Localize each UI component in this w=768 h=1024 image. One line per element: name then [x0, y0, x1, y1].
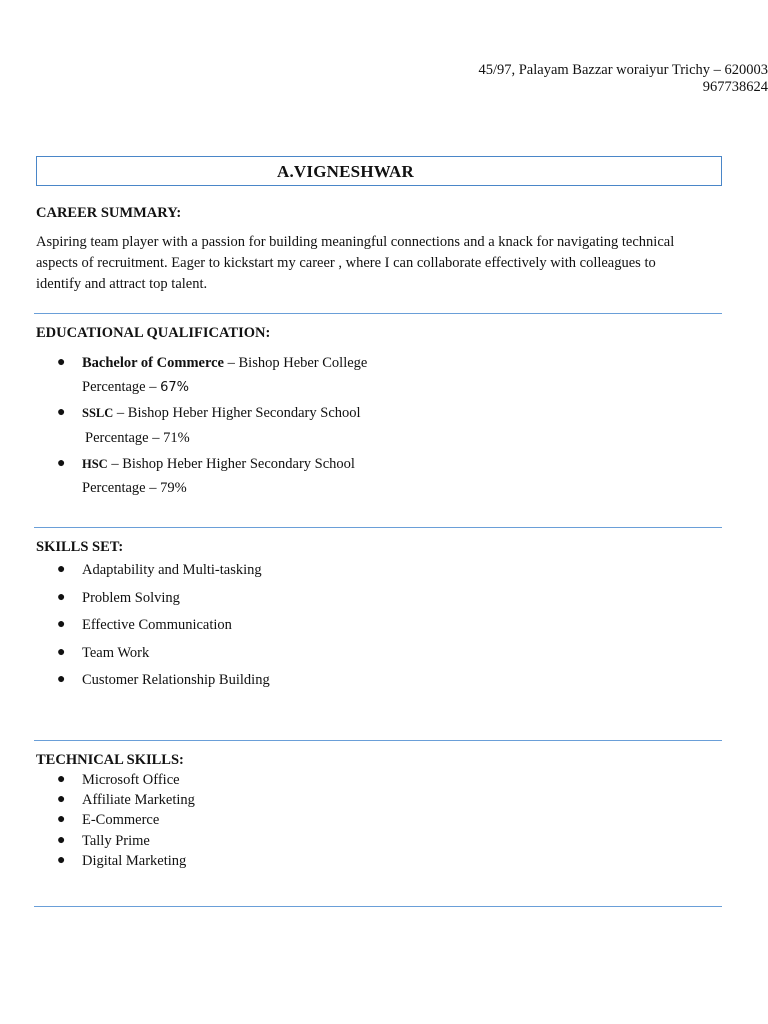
- technical-skill-item: Affiliate Marketing: [82, 792, 195, 808]
- percentage-line: [82, 379, 189, 396]
- technical-skills-heading: TECHNICAL SKILLS:: [36, 752, 184, 768]
- address-text: 45/97, Palayam Bazzar woraiyur Trichy – 620003: [478, 62, 768, 78]
- percentage-label: Percentage –: [82, 379, 161, 395]
- institution-name: – Bishop Heber Higher Secondary School: [107, 456, 355, 472]
- percentage-line: [85, 430, 190, 447]
- degree-name: HSC: [82, 457, 108, 471]
- technical-skill-item: Microsoft Office: [82, 772, 180, 788]
- bullet-icon: ●: [57, 405, 66, 420]
- section-divider: [34, 527, 722, 528]
- bullet-icon: ●: [57, 590, 66, 605]
- education-item: [82, 456, 355, 473]
- bullet-icon: ●: [57, 833, 66, 848]
- technical-skill-item: Tally Prime: [82, 833, 150, 849]
- skill-item: Customer Relationship Building: [82, 672, 270, 688]
- skill-item: Effective Communication: [82, 617, 232, 633]
- technical-skill-item: Digital Marketing: [82, 853, 187, 869]
- skill-item: Problem Solving: [82, 590, 180, 606]
- bullet-icon: ●: [57, 645, 66, 660]
- percentage-label: Percentage –: [82, 480, 161, 496]
- skill-item: Team Work: [82, 645, 150, 661]
- education-item: [82, 405, 361, 422]
- skill-item: Adaptability and Multi-tasking: [82, 562, 262, 578]
- institution-name: – Bishop Heber Higher Secondary School: [113, 405, 361, 421]
- degree-name: Bachelor of Commerce: [82, 355, 224, 371]
- percentage-value: 79%: [160, 480, 187, 496]
- bullet-icon: ●: [57, 792, 66, 807]
- education-item: [82, 355, 367, 372]
- bullet-icon: ●: [57, 812, 66, 827]
- bullet-icon: ●: [57, 672, 66, 687]
- section-divider: [34, 740, 722, 741]
- bullet-icon: ●: [57, 562, 66, 577]
- degree-name: SSLC: [82, 406, 114, 420]
- candidate-name: A.VIGNESHWAR: [277, 162, 415, 181]
- percentage-label: Percentage –: [85, 430, 164, 446]
- career-summary-heading: CAREER SUMMARY:: [36, 205, 182, 221]
- bullet-icon: ●: [57, 772, 66, 787]
- education-heading: EDUCATIONAL QUALIFICATION:: [36, 325, 271, 341]
- name-box: [36, 156, 722, 186]
- bullet-icon: ●: [57, 456, 66, 471]
- percentage-line: [82, 480, 187, 497]
- contact-block: [478, 62, 768, 96]
- career-summary-text: Aspiring team player with a passion for building meaningful connections and a knack for navigating technical aspects of recruitment. Eager to kickstart my career , where I can collaborate effectively with colleagues to identify and attract top talent.: [36, 234, 675, 292]
- section-divider: [34, 313, 722, 314]
- institution-name: – Bishop Heber College: [224, 355, 368, 371]
- technical-skill-item: E-Commerce: [82, 812, 160, 828]
- phone-text: 967738624: [702, 79, 768, 95]
- bullet-icon: ●: [57, 355, 66, 370]
- skills-heading: SKILLS SET:: [36, 539, 124, 555]
- percentage-value: 67%: [160, 380, 190, 395]
- section-divider: [34, 906, 722, 907]
- bullet-icon: ●: [57, 853, 66, 868]
- percentage-value: 71%: [163, 430, 190, 446]
- bullet-icon: ●: [57, 617, 66, 632]
